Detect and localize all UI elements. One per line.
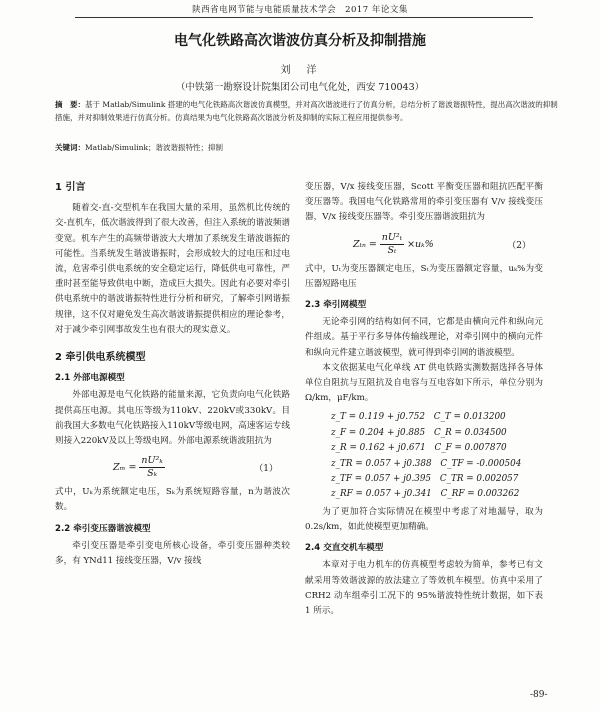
eq1-numerator: nU²ₖ [141,455,163,467]
eq2-explanation: 式中，Uₜ为变压器额定电压，Sₜ为变压器额定容量，uₖ%为变压器短路电压 [305,263,543,289]
keywords-text: Matlab/Simulink；谐波谐振特性；抑制 [85,143,224,152]
parameter-row: z_R = 0.162 + j0.671 C_F = 0.007870 [331,443,507,454]
eq1-fraction [139,455,164,480]
section-2-3-heading: 2.3 牵引网模型 [305,300,367,311]
header-rule [75,17,533,18]
section-2-4-paragraph: 本章对于电力机车的仿真模型考虑较为简单，参考已有文献采用等效谐波源的放法建立了等效机车模型。仿真中采用了 CRH2 动车组牵引工况下的 95%谐波特性统计数据，如下表 1 所示。 [305,560,543,617]
section-2-2-heading: 2.2 牵引变压器谐波模型 [55,523,151,534]
eq1-denominator: Sₖ [147,468,158,480]
parameter-row: z_RF = 0.057 + j0.341 C_RF = 0.003262 [331,489,520,500]
section-2-3-paragraph: 无论牵引网的结构如何不同，它都是由横向元件和纵向元件组成。基于平行多导体传输线理论，对牵引网中的横向元件和纵向元件建立谐波模型，就可得到牵引网的谐波模型。 [305,317,543,358]
eq2-number: （2） [507,240,531,251]
affiliation: （中铁第一勘察设计院集团公司电气化处，西安 710043） [175,82,425,93]
page-number: -89- [530,690,548,700]
eq1-lhs: Zₘ = [113,462,137,474]
section-2-heading: 2 牵引供电系统模型 [55,352,146,364]
section-2-1-heading: 2.1 外部电源模型 [55,373,125,384]
section-2-1-paragraph: 外部电源是电气化铁路的能量来源，它负责向电气化铁路提供高压电源。其电压等级为110kV、220kV或330kV。目前我国大多数电气化铁路接入110kV等级电网，高速客运专线则接入220kV及以上等级电网。外部电源系统谐波阻抗为 [55,390,290,447]
section-1-heading: 1 引言 [55,182,86,193]
parameter-row: z_T = 0.119 + j0.752 C_T = 0.013200 [331,412,506,423]
author: 刘 洋 [280,65,320,76]
abstract-label: 摘 要： [55,100,85,109]
abstract-text: 基于 Matlab/Simulink 搭建的电气化铁路高次谐波仿真模型，并对高次谐波进行了仿真分析，总结分析了谐波谐振特性，提出高次谐波的抑制措施，并对抑制效果进行仿真分析。仿真结果为电气化铁路高次谐波分析及抑制的实际工程应用提供参考。 [55,100,558,122]
section-2-3-paragraph-2: 本文依据某电气化单线 AT 供电铁路实测数据选择各导体单位自阻抗与互阻抗及自电容与互电容如下所示，单位分别为 Ω/km，μF/km。 [305,362,543,404]
eq1-explanation: 式中，Uₖ为系统额定电压，Sₖ为系统短路容量，n为谐波次数。 [55,487,290,513]
section-2-4-heading: 2.4 交直交机车模型 [305,543,384,554]
keywords [55,142,560,153]
keywords-label: 关键词： [55,143,85,152]
eq2-tail: ×uₖ% [407,238,434,250]
left-column [55,180,290,569]
right-column [305,180,543,619]
abstract [55,98,560,124]
eq2-numerator: nU²ₜ [381,231,403,243]
equation-1 [55,451,290,483]
eq2-lhs: Zₜₙ = [353,238,377,250]
right-paragraph-1: 变压器，V/x 接线变压器，Scott 平衡变压器和阻抗匹配平衡变压器等。我国电气化铁路常用的牵引变压器有 V/v 接线变压器，V/x 接线变压器等。牵引变压器谐波阻抗为 [305,182,543,223]
section-2-2-paragraph: 牵引变压器是牵引变电所核心设备，牵引变压器种类较多，有 YNd11 接线变压器，V/v 接线 [55,540,290,567]
parameter-list [331,410,543,502]
paper-title: 电气化铁路高次谐波仿真分析及抑制措施 [174,33,426,49]
section-1-paragraph: 随着交-直-交型机车在我国大量的采用，虽然机比传统的交-直机车，低次谐波得到了很大改善，但注入系统的谐波频谱变宽。机车产生的高频带谐波大大增加了系统发生谐波谐振的可能性。当系统发生谐波谐振时，会形成较大的过电压和过电流，危害牵引供电系统的安全稳定运行，降低供电可靠性，严重时甚至能导致供电中断，造成巨大损失。因此有必要对牵引供电系统中的谐波谐振特性进行分析和研究，了解牵引网谐振规律，这不仅对避免发生高次谐波谐振提供相应的理论参考，对于减少牵引网事故发生也有很大的现实意义。 [55,203,290,335]
right-paragraph-5: 为了更加符合实际情况在模型中考虑了对地漏导，取为 0.2s/km，如此使模型更加精确。 [305,506,543,533]
eq2-denominator: Sₜ [387,244,397,256]
parameter-row: z_TR = 0.057 + j0.388 C_TF = -0.000504 [331,458,522,469]
parameter-row: z_F = 0.204 + j0.885 C_R = 0.034500 [331,427,507,438]
eq2-fraction [380,232,404,257]
running-header: 陕西省电网节能与电能质量技术学会 2017 年论文集 [192,5,408,15]
parameter-row: z_TF = 0.057 + j0.395 C_TR = 0.002057 [331,474,519,485]
eq1-number: （1） [254,464,278,475]
equation-2 [305,228,543,260]
